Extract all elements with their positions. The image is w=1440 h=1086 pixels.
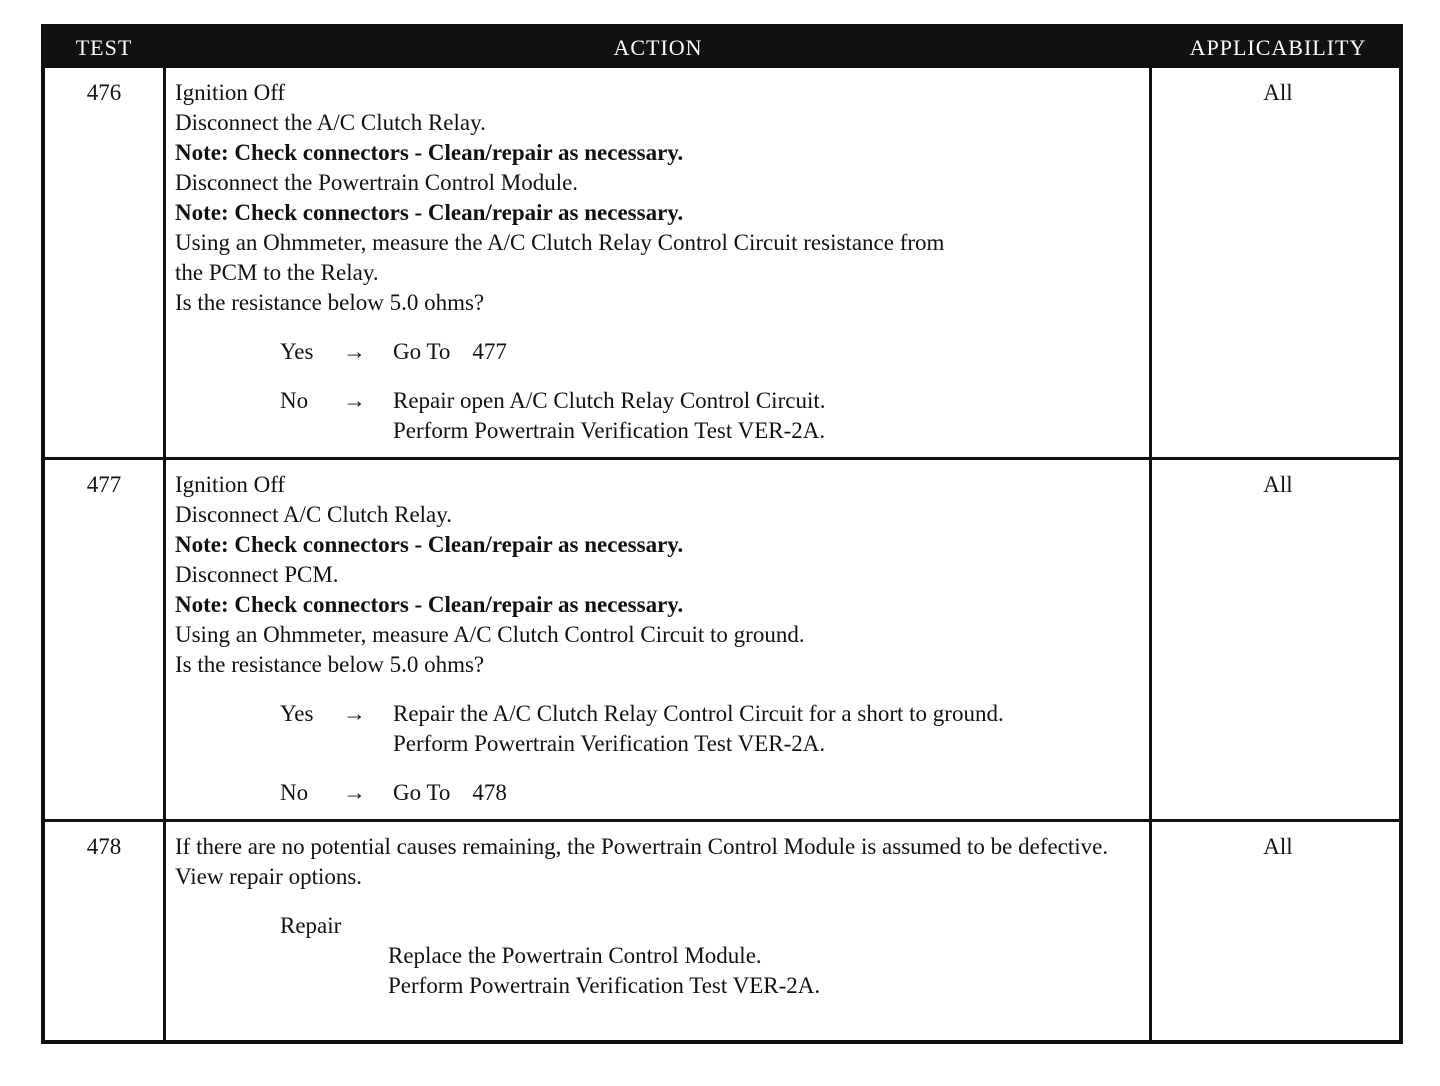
no-result: Repair open A/C Clutch Relay Control Circuit. — [393, 388, 826, 413]
goto-text: Go To — [393, 339, 451, 364]
action-line: Is the resistance below 5.0 ohms? — [175, 290, 485, 315]
note-line: Note: Check connectors - Clean/repair as necessary. — [175, 200, 684, 225]
action-line: Using an Ohmmeter, measure A/C Clutch Control Circuit to ground. — [175, 622, 805, 647]
no-result — [393, 778, 507, 808]
arrow-icon: → — [343, 388, 366, 413]
arrow-icon: → — [343, 780, 366, 805]
goto-text: Go To — [393, 780, 451, 805]
action-line: Is the resistance below 5.0 ohms? — [175, 652, 485, 677]
table-header — [45, 28, 1399, 68]
action-cell — [175, 470, 1145, 808]
yes-option — [175, 337, 1145, 367]
no-label: No — [280, 780, 309, 805]
table-row — [45, 68, 1399, 457]
yes-result: Repair the A/C Clutch Relay Control Circuit for a short to ground. — [393, 701, 1004, 726]
action-line: Disconnect A/C Clutch Relay. — [175, 502, 453, 527]
test-number: 476 — [86, 80, 122, 105]
note-line: Note: Check connectors - Clean/repair as necessary. — [175, 592, 684, 617]
yes-option — [175, 699, 1145, 729]
action-line: Using an Ohmmeter, measure the A/C Clutch Relay Control Circuit resistance from — [175, 230, 945, 255]
note-line: Note: Check connectors - Clean/repair as necessary. — [175, 532, 684, 557]
applicability-cell: All — [1263, 834, 1293, 859]
yes-label: Yes — [280, 339, 314, 364]
action-line: Disconnect PCM. — [175, 562, 339, 587]
action-line: Ignition Off — [175, 472, 286, 497]
test-number: 478 — [86, 834, 122, 859]
action-cell — [175, 832, 1145, 1001]
header-action: ACTION — [613, 35, 703, 60]
action-paragraph: If there are no potential causes remaining, the Powertrain Control Module is assumed to be defective. — [175, 834, 1109, 859]
header-test: TEST — [75, 35, 133, 60]
no-option — [175, 778, 1145, 808]
goto-link[interactable]: 478 — [472, 780, 507, 805]
action-cell — [175, 78, 1145, 446]
header-applicability: APPLICABILITY — [1189, 35, 1367, 60]
applicability-cell: All — [1263, 472, 1293, 497]
repair-step: Perform Powertrain Verification Test VER-2A. — [388, 973, 821, 998]
action-line: the PCM to the Relay. — [175, 260, 379, 285]
arrow-icon: → — [343, 701, 366, 726]
yes-label: Yes — [280, 701, 314, 726]
note-line: Note: Check connectors - Clean/repair as necessary. — [175, 140, 684, 165]
no-label: No — [280, 388, 309, 413]
repair-step: Replace the Powertrain Control Module. — [388, 943, 762, 968]
yes-result — [393, 337, 507, 367]
goto-link[interactable]: 477 — [472, 339, 507, 364]
table-row — [45, 822, 1399, 1044]
yes-result-line2: Perform Powertrain Verification Test VER-2A. — [393, 731, 826, 756]
table-row — [45, 460, 1399, 819]
no-option-continued — [175, 416, 1145, 446]
repair-label: Repair — [280, 913, 342, 938]
diagnostic-table — [41, 24, 1403, 1044]
applicability-cell: All — [1263, 80, 1293, 105]
action-line: View repair options. — [175, 864, 363, 889]
test-number: 477 — [86, 472, 122, 497]
arrow-icon: → — [343, 339, 366, 364]
yes-option-continued — [175, 729, 1145, 759]
action-line: Disconnect the A/C Clutch Relay. — [175, 110, 486, 135]
action-line: Disconnect the Powertrain Control Module. — [175, 170, 579, 195]
no-result-line2: Perform Powertrain Verification Test VER-2A. — [393, 418, 826, 443]
action-line: Ignition Off — [175, 80, 286, 105]
no-option — [175, 386, 1145, 416]
